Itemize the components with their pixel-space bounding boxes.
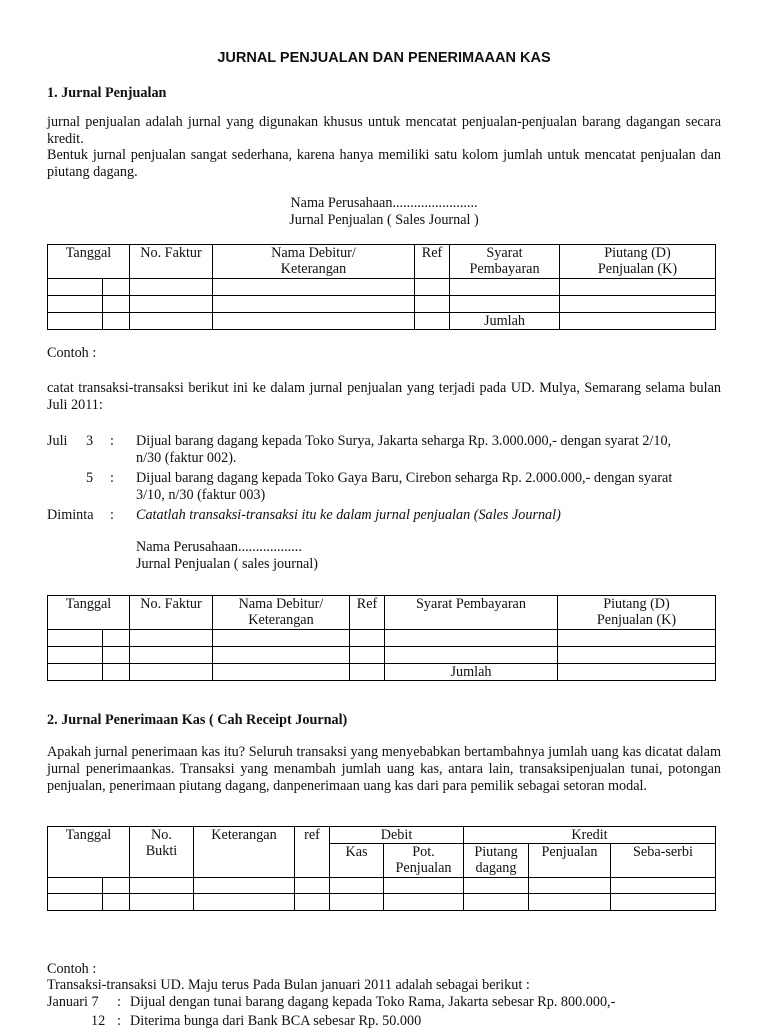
tx-description-cont: 3/10, n/30 (faktur 003) (136, 487, 266, 503)
section-heading-jurnal-penjualan: 1. Jurnal Penjualan (47, 85, 167, 101)
example-label: Contoh : (47, 961, 97, 977)
tx-colon: : (117, 994, 121, 1010)
tx-colon: : (110, 470, 114, 486)
section-heading-penerimaan-kas: 2. Jurnal Penerimaan Kas ( Cah Receipt Journal) (47, 712, 348, 728)
table-total-row (48, 313, 716, 330)
col-header-ref: Ref (350, 596, 385, 630)
diminta-text: Catatlah transaksi-transaksi itu ke dalam jurnal penjualan (Sales Journal) (136, 507, 561, 523)
tx-month: Juli (47, 433, 68, 449)
diminta-label: Diminta (47, 507, 94, 523)
col-header-pot-penjualan: Pot. Penjualan (384, 844, 464, 878)
tx-description: Dijual barang dagang kepada Toko Gaya Baru, Cirebon seharga Rp. 2.000.000,- dengan syarat (136, 470, 673, 486)
col-header-no-bukti: No. Bukti (130, 827, 194, 878)
table-row (48, 279, 716, 296)
tx-day: 3 (86, 433, 94, 449)
col-header-penjualan: Penjualan (529, 844, 611, 878)
total-label: Jumlah (450, 313, 560, 330)
table-row (48, 647, 716, 664)
page-title: JURNAL PENJUALAN DAN PENERIMAAAN KAS (217, 50, 551, 66)
col-header-tanggal: Tanggal (48, 596, 130, 630)
col-header-tanggal: Tanggal (48, 827, 130, 878)
col-header-ref: Ref (415, 245, 450, 279)
diminta-colon: : (110, 507, 114, 523)
tx-description: Diterima bunga dari Bank BCA sebesar Rp. 50.000 (130, 1013, 422, 1029)
table-header-row (48, 827, 716, 844)
total-label: Jumlah (385, 664, 558, 681)
col-header-piutang-dagang: Piutang dagang (464, 844, 529, 878)
table-row (48, 296, 716, 313)
tx-description: Dijual barang dagang kepada Toko Surya, Jakarta seharga Rp. 3.000.000,- dengan syarat 2/10, (136, 433, 672, 449)
tx-colon: : (110, 433, 114, 449)
col-header-no-faktur: No. Faktur (130, 596, 213, 630)
example-intro: catat transaksi-transaksi berikut ini ke dalam jurnal penjualan yang terjadi pada UD. Mulya, Semarang selama bulan Juli 2011: (47, 380, 721, 413)
col-header-kredit: Kredit (464, 827, 716, 844)
company-name-line: Nama Perusahaan........................ (290, 195, 478, 211)
company-name-line: Nama Perusahaan.................. (136, 539, 302, 555)
tx-day: 12 (91, 1013, 106, 1029)
table-row (48, 894, 716, 911)
table-row (48, 878, 716, 894)
table-total-row (48, 664, 716, 681)
tx-colon: : (117, 1013, 121, 1029)
sales-journal-table (47, 244, 716, 330)
table-header-row (48, 596, 716, 630)
sales-journal-table-2 (47, 595, 716, 681)
tx-description-cont: n/30 (faktur 002). (136, 450, 237, 466)
table-row (48, 630, 716, 647)
paragraph-form: Bentuk jurnal penjualan sangat sederhana, karena hanya memiliki satu kolom jumlah untuk mencatat penjualan dan piutang dagang. (47, 147, 721, 180)
example-label: Contoh : (47, 345, 97, 361)
col-header-seba-serbi: Seba-serbi (611, 844, 716, 878)
col-header-debit: Debit (330, 827, 464, 844)
table-header-row (48, 245, 716, 279)
paragraph-definition: jurnal penjualan adalah jurnal yang digunakan khusus untuk mencatat penjualan-penjualan barang dagangan secara kredit. (47, 114, 721, 147)
journal-name-line: Jurnal Penjualan ( Sales Journal ) (289, 212, 479, 228)
col-header-syarat: Syarat Pembayaran (385, 596, 558, 630)
col-header-nama-debitur: Nama Debitur/ Keterangan (213, 596, 350, 630)
col-header-piutang: Piutang (D) Penjualan (K) (560, 245, 716, 279)
col-header-nama-debitur: Nama Debitur/ Keterangan (213, 245, 415, 279)
tx-description: Dijual dengan tunai barang dagang kepada Toko Rama, Jakarta sebesar Rp. 800.000,- (130, 994, 616, 1010)
tx-date: Januari 7 (47, 994, 99, 1010)
tx-day: 5 (86, 470, 94, 486)
col-header-ref: ref (295, 827, 330, 878)
cash-receipt-journal-table (47, 826, 716, 911)
col-header-piutang: Piutang (D) Penjualan (K) (558, 596, 716, 630)
example-intro: Transaksi-transaksi UD. Maju terus Pada Bulan januari 2011 adalah sebagai berikut : (47, 977, 530, 993)
col-header-syarat: Syarat Pembayaran (450, 245, 560, 279)
col-header-keterangan: Keterangan (194, 827, 295, 878)
col-header-kas: Kas (330, 844, 384, 878)
journal-name-line: Jurnal Penjualan ( sales journal) (136, 556, 319, 572)
col-header-tanggal: Tanggal (48, 245, 130, 279)
col-header-no-faktur: No. Faktur (130, 245, 213, 279)
paragraph-penerimaan-kas: Apakah jurnal penerimaan kas itu? Seluruh transaksi yang menyebabkan bertambahnya jumlah uang kas dicatat dalam jurnal penerimaankas. Transaksi yang menambah jumlah uang kas, antara lain, transaksipenjualan tunai, potongan penjualan, penerimaan piutang dagang, danpenerimaan uang kas dari para pemilik sebagai setoran modal. (47, 744, 721, 794)
